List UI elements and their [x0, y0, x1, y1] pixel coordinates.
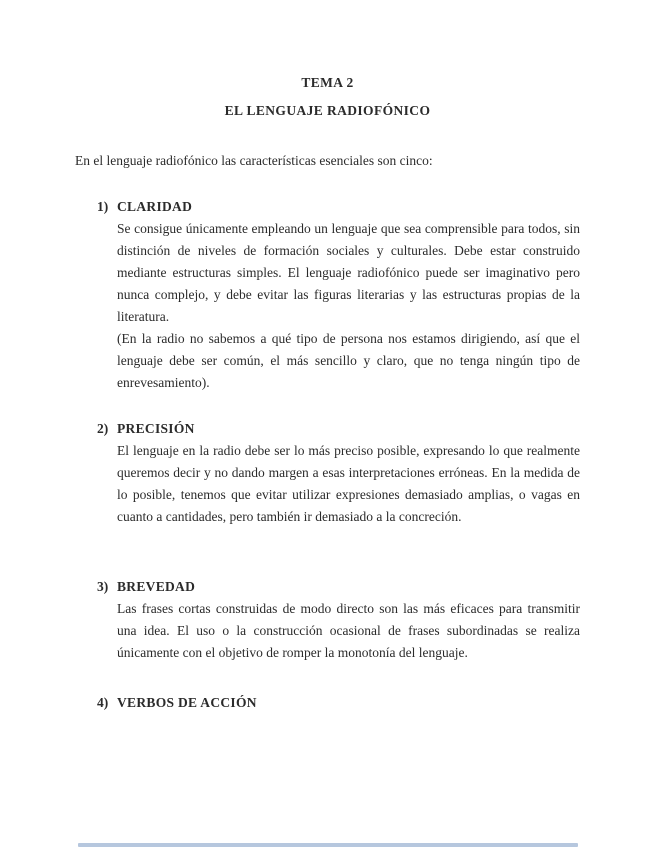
section-body: [117, 692, 580, 714]
section-body: [117, 576, 580, 664]
section-brevedad: [75, 576, 580, 664]
bottom-accent-bar: [78, 843, 578, 847]
section-body: [117, 418, 580, 528]
section-body: [117, 196, 580, 394]
section-claridad: [75, 196, 580, 394]
section-heading: PRECISIÓN: [117, 421, 195, 436]
section-precision: [75, 418, 580, 528]
section-number: 3): [97, 579, 109, 594]
section-number: 2): [97, 421, 109, 436]
section-heading: BREVEDAD: [117, 579, 196, 594]
section-verbos-de-accion: [75, 692, 580, 714]
section-number: 4): [97, 695, 109, 710]
doc-title-line1: TEMA 2: [301, 75, 354, 90]
section-paragraph: Las frases cortas construidas de modo directo son las más eficaces para transmitir una idea. El uso o la construcción ocasional de frases subordinadas se realiza únicamente con el objetivo de romper la monotonía del lenguaje.: [117, 601, 580, 660]
intro-paragraph: En el lenguaje radiofónico las características esenciales son cinco:: [75, 153, 433, 168]
doc-title-line2: EL LENGUAJE RADIOFÓNICO: [224, 103, 431, 118]
section-paragraph: El lenguaje en la radio debe ser lo más preciso posible, expresando lo que realmente queremos decir y no dando margen a esas interpretaciones erróneas. En la medida de lo posible, tenemos que evitar utilizar expresiones demasiado amplias, o vagas en cuanto a cantidades, pero también ir demasiado a la concreción.: [117, 443, 580, 524]
section-number: 1): [97, 199, 109, 214]
section-paragraph: (En la radio no sabemos a qué tipo de persona nos estamos dirigiendo, así que el lenguaje debe ser común, el más sencillo y claro, que no tenga ningún tipo de enrevesamiento).: [117, 331, 580, 390]
section-paragraph: Se consigue únicamente empleando un lenguaje que sea comprensible para todos, sin distinción de niveles de formación sociales y culturales. Debe estar construido mediante estructuras simples. El lenguaje radiofónico puede ser imaginativo pero nunca complejo, y debe evitar las figuras literarias y las estructuras propias de la literatura.: [117, 221, 580, 324]
section-heading: VERBOS DE ACCIÓN: [117, 695, 257, 710]
section-heading: CLARIDAD: [117, 199, 193, 214]
